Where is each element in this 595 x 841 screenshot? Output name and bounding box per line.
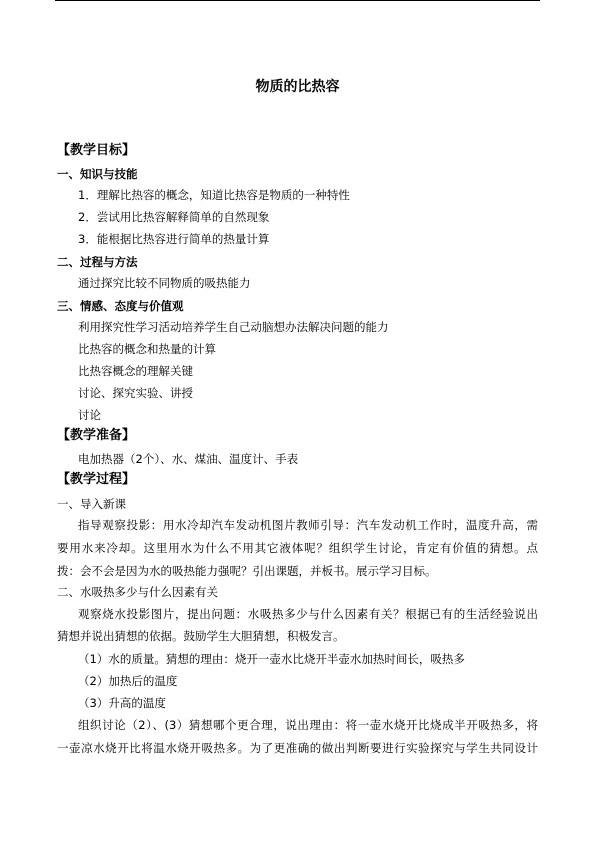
paragraph-line: 组织讨论（2）、(3）猜想哪个更合理，说出理由：将一壶水烧开比烧成半开吸热多，将 (78, 718, 538, 732)
subheading-process: 二、过程与方法 (57, 255, 138, 269)
process-text: 通过探究比较不同物质的吸热能力 (78, 276, 251, 290)
knowledge-item: 3．能根据比热容进行简单的热量计算 (78, 232, 270, 246)
emotion-line: 比热容概念的理解关键 (78, 364, 193, 378)
paragraph-line: 指导观察投影：用水冷却汽车发动机图片教师引导：汽车发动机工作时，温度升高，需 (78, 518, 538, 532)
paragraph-line: 拨：会不会是因为水的吸热能力强呢？引出课题，并板书。展示学习目标。 (57, 564, 437, 578)
emotion-line: 利用探究性学习活动培养学生自己动脑想办法解决问题的能力 (78, 320, 389, 334)
guess-item: （2）加热后的温度 (78, 674, 178, 688)
subheading-knowledge: 一、知识与技能 (57, 167, 138, 181)
paragraph-line: 要用水来冷却。这里用水为什么不用其它液体呢？组织学生讨论，肯定有价值的猜想。点 (57, 541, 538, 555)
knowledge-item: 1．理解比热容的概念，知道比热容是物质的一种特性 (78, 188, 350, 202)
section-heading-process: 【教学过程】 (57, 472, 136, 487)
prep-text: 电加热器（2个）、水、煤油、温度计、手表 (78, 452, 299, 466)
knowledge-item: 2．尝试用比热容解释简单的自然现象 (78, 210, 270, 224)
page-title: 物质的比热容 (255, 79, 340, 95)
section-heading-prep: 【教学准备】 (57, 428, 136, 443)
guess-item: （3）升高的温度 (78, 696, 166, 710)
paragraph-line: 一壶凉水烧开比将温水烧开吸热多。为了更准确的做出判断要进行实验探究与学生共同设计 (57, 741, 538, 755)
subheading-emotion: 三、情感、态度与价值观 (57, 299, 184, 313)
emotion-line: 讨论 (78, 408, 101, 422)
top-divider (55, 0, 540, 1)
emotion-line: 比热容的概念和热量的计算 (78, 342, 216, 356)
paragraph-line: 猜想并说出猜想的依据。鼓励学生大胆猜想，积极发言。 (57, 629, 345, 643)
guess-item: （1）水的质量。猜想的理由：烧开一壶水比烧开半壶水加热时间长，吸热多 (78, 652, 465, 666)
paragraph-line: 观察烧水投影图片，提出问题：水吸热多少与什么因素有关？根据已有的生活经验说出 (78, 607, 538, 621)
emotion-line: 讨论、探究实验、讲授 (78, 386, 193, 400)
section-heading-goals: 【教学目标】 (57, 143, 136, 158)
step-heading: 一、导入新课 (57, 497, 126, 511)
step-heading: 二、水吸热多少与什么因素有关 (57, 585, 218, 599)
